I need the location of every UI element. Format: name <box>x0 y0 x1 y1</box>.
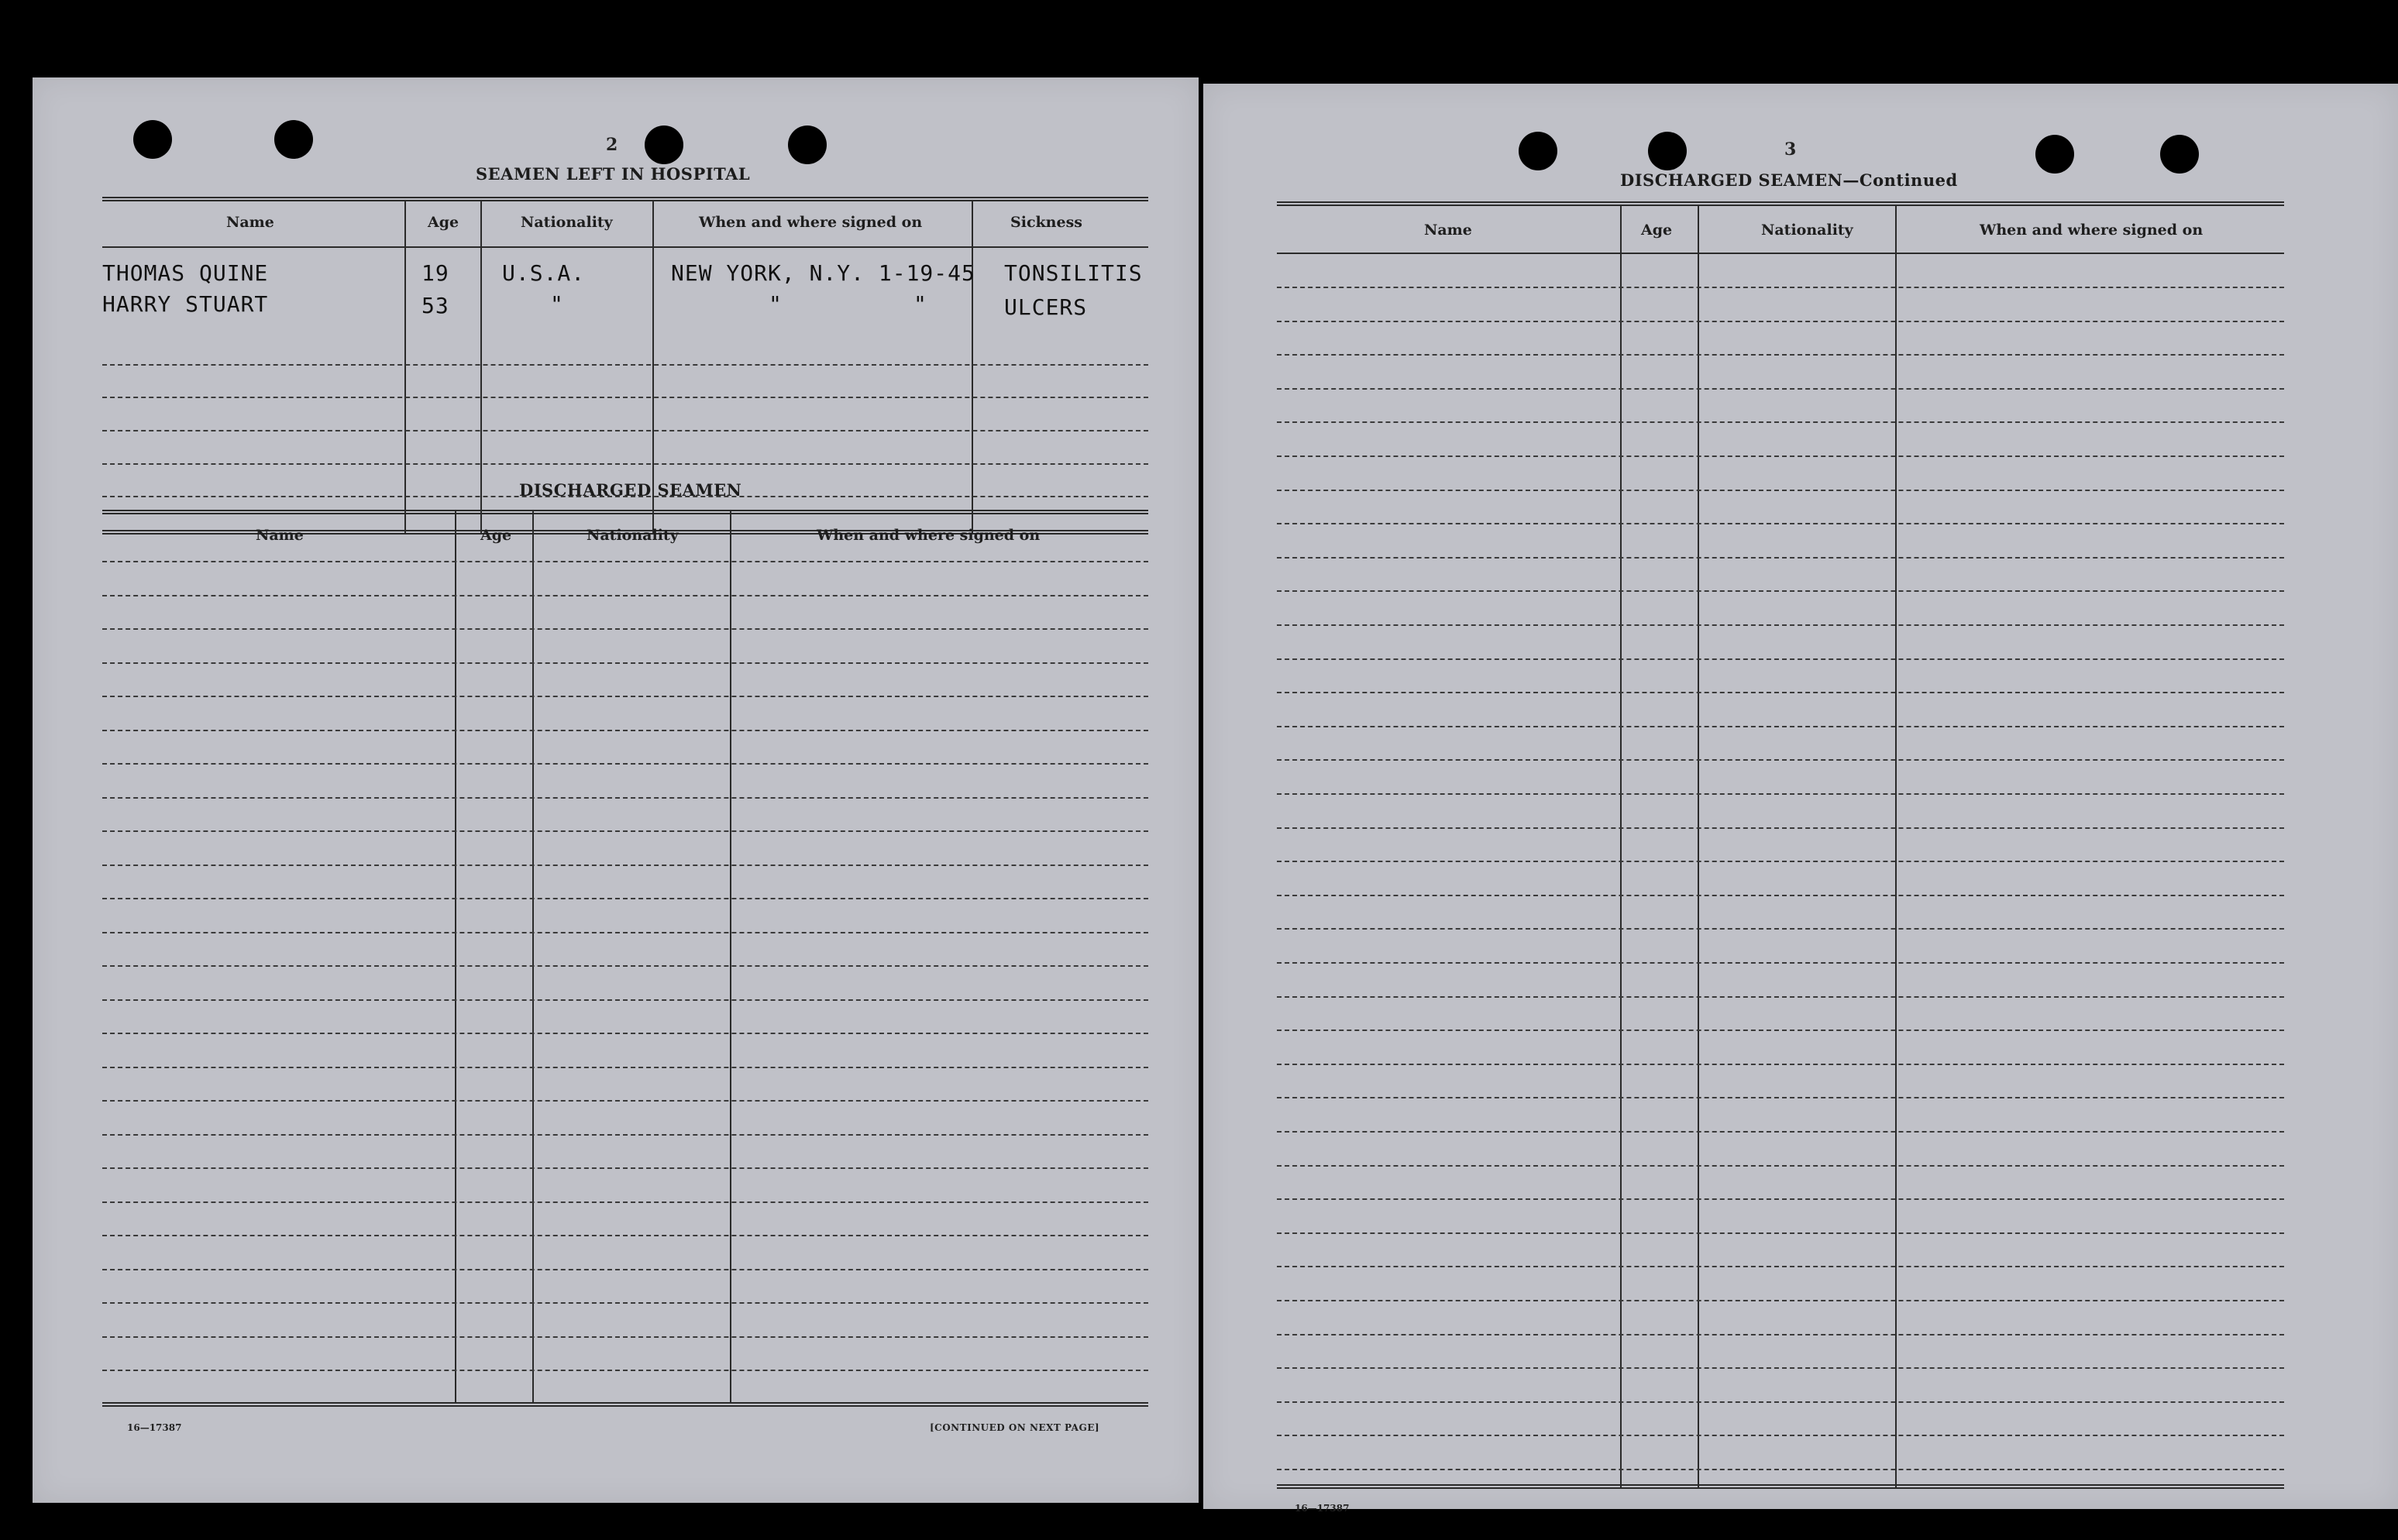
row-rule <box>1277 1030 2284 1031</box>
row-rule <box>102 965 1148 967</box>
row-rule <box>102 932 1148 933</box>
hospital-row-2-age: 53 <box>421 293 449 318</box>
punch-hole <box>2160 135 2199 174</box>
row-rule <box>102 1336 1148 1338</box>
row-rule <box>1277 1367 2284 1369</box>
table-bottom-rule <box>1277 1484 2284 1489</box>
row-rule <box>1277 928 2284 930</box>
row-rule <box>102 561 1148 562</box>
col-header-age: Age <box>428 214 459 231</box>
row-rule <box>102 1067 1148 1068</box>
hospital-section-title: SEAMEN LEFT IN HOSPITAL <box>476 164 751 184</box>
row-rule <box>1277 590 2284 592</box>
column-divider <box>1698 205 1699 1487</box>
row-rule <box>102 999 1148 1001</box>
table-bottom-rule <box>102 1402 1148 1407</box>
table-top-rule <box>1277 201 2284 206</box>
title-main: DISCHARGED SEAMEN <box>1620 170 1843 190</box>
title-suffix: —Continued <box>1842 170 1958 190</box>
row-rule <box>1277 388 2284 390</box>
punch-hole <box>2035 135 2074 174</box>
row-rule <box>1277 996 2284 998</box>
punch-hole <box>1648 132 1687 170</box>
page-number: 2 <box>606 135 618 155</box>
row-rule <box>1277 692 2284 693</box>
col-header-nationality: Nationality <box>521 214 613 231</box>
row-rule <box>1277 490 2284 491</box>
header-underline <box>1277 253 2284 254</box>
continued-note: [CONTINUED ON NEXT PAGE] <box>930 1422 1100 1433</box>
row-rule <box>102 696 1148 697</box>
row-rule <box>1277 624 2284 626</box>
col-header-signed-on: When and where signed on <box>1980 222 2204 239</box>
punch-hole <box>133 120 172 159</box>
row-rule <box>102 830 1148 832</box>
column-divider <box>1895 205 1897 1487</box>
row-rule <box>102 1033 1148 1034</box>
hospital-row-2-name: HARRY STUART <box>102 291 269 317</box>
row-rule <box>102 1167 1148 1169</box>
row-rule <box>1277 1165 2284 1167</box>
row-rule <box>1277 354 2284 356</box>
punch-hole <box>274 120 313 159</box>
col-header-name: Name <box>256 527 304 544</box>
row-rule <box>102 1235 1148 1236</box>
col-header-age: Age <box>480 527 512 544</box>
row-rule <box>102 1302 1148 1304</box>
row-rule <box>102 628 1148 630</box>
row-rule <box>1277 1401 2284 1403</box>
row-rule <box>102 662 1148 664</box>
row-rule <box>1277 726 2284 727</box>
row-rule <box>1277 1435 2284 1436</box>
punch-hole <box>788 125 827 164</box>
row-rule <box>1277 321 2284 322</box>
row-rule <box>1277 1097 2284 1098</box>
hospital-row-2-nationality: " <box>550 291 564 317</box>
row-rule <box>1277 1334 2284 1335</box>
row-rule <box>1277 1469 2284 1470</box>
row-rule <box>102 397 1148 398</box>
discharged-continued-title <box>1620 170 1958 190</box>
row-rule <box>102 595 1148 596</box>
col-header-signed-on: When and where signed on <box>817 527 1041 544</box>
table-top-rule <box>102 510 1148 514</box>
col-header-sickness: Sickness <box>1010 214 1082 231</box>
row-rule <box>1277 1131 2284 1133</box>
discharged-section-title: DISCHARGED SEAMEN <box>519 480 742 500</box>
row-rule <box>1277 759 2284 761</box>
punch-hole <box>645 125 683 164</box>
hospital-row-2-sickness: ULCERS <box>1004 294 1088 320</box>
row-rule <box>102 797 1148 799</box>
hospital-row-2-signed-on-date: " <box>913 291 927 317</box>
row-rule <box>102 898 1148 899</box>
row-rule <box>102 364 1148 366</box>
row-rule <box>102 430 1148 431</box>
row-rule <box>1277 523 2284 524</box>
row-rule <box>1277 793 2284 795</box>
row-rule <box>1277 1064 2284 1065</box>
row-rule <box>102 1269 1148 1270</box>
hospital-row-1-signed-on: NEW YORK, N.Y. 1-19-45 <box>671 260 975 286</box>
col-header-signed-on: When and where signed on <box>699 214 923 231</box>
form-number: 16—17387 <box>1295 1503 1350 1514</box>
row-rule <box>1277 895 2284 896</box>
row-rule <box>102 1100 1148 1102</box>
form-number: 16—17387 <box>127 1422 182 1433</box>
row-rule <box>1277 421 2284 423</box>
page-number: 3 <box>1784 139 1797 160</box>
row-rule <box>1277 658 2284 660</box>
hospital-row-1-age: 19 <box>421 260 449 286</box>
row-rule <box>1277 861 2284 862</box>
right-page <box>1203 84 2398 1514</box>
col-header-name: Name <box>226 214 274 231</box>
punch-hole <box>1519 132 1557 170</box>
column-divider <box>1620 205 1622 1487</box>
row-rule <box>1277 287 2284 288</box>
row-rule <box>102 463 1148 465</box>
row-rule <box>102 1134 1148 1136</box>
col-header-nationality: Nationality <box>1761 222 1853 239</box>
hospital-row-1-sickness: TONSILITIS <box>1004 260 1143 286</box>
row-rule <box>1277 962 2284 964</box>
hospital-row-1-name: THOMAS QUINE <box>102 260 269 286</box>
header-underline <box>102 246 1148 248</box>
row-rule <box>1277 827 2284 829</box>
row-rule <box>1277 1232 2284 1234</box>
row-rule <box>102 1201 1148 1203</box>
hospital-row-2-signed-on-place: " <box>769 291 783 317</box>
row-rule <box>102 865 1148 866</box>
column-divider <box>404 200 406 535</box>
col-header-age: Age <box>1641 222 1673 239</box>
row-rule <box>102 1370 1148 1371</box>
row-rule <box>1277 455 2284 457</box>
row-rule <box>1277 557 2284 559</box>
col-header-name: Name <box>1424 222 1472 239</box>
row-rule <box>102 763 1148 765</box>
row-rule <box>1277 1300 2284 1301</box>
column-divider <box>480 200 482 535</box>
row-rule <box>1277 1198 2284 1200</box>
row-rule <box>1277 1266 2284 1267</box>
column-divider <box>972 200 973 535</box>
table-top-rule <box>102 197 1148 201</box>
row-rule <box>102 730 1148 731</box>
left-page <box>33 77 1199 1503</box>
hospital-row-1-nationality: U.S.A. <box>502 260 586 286</box>
col-header-nationality: Nationality <box>587 527 679 544</box>
